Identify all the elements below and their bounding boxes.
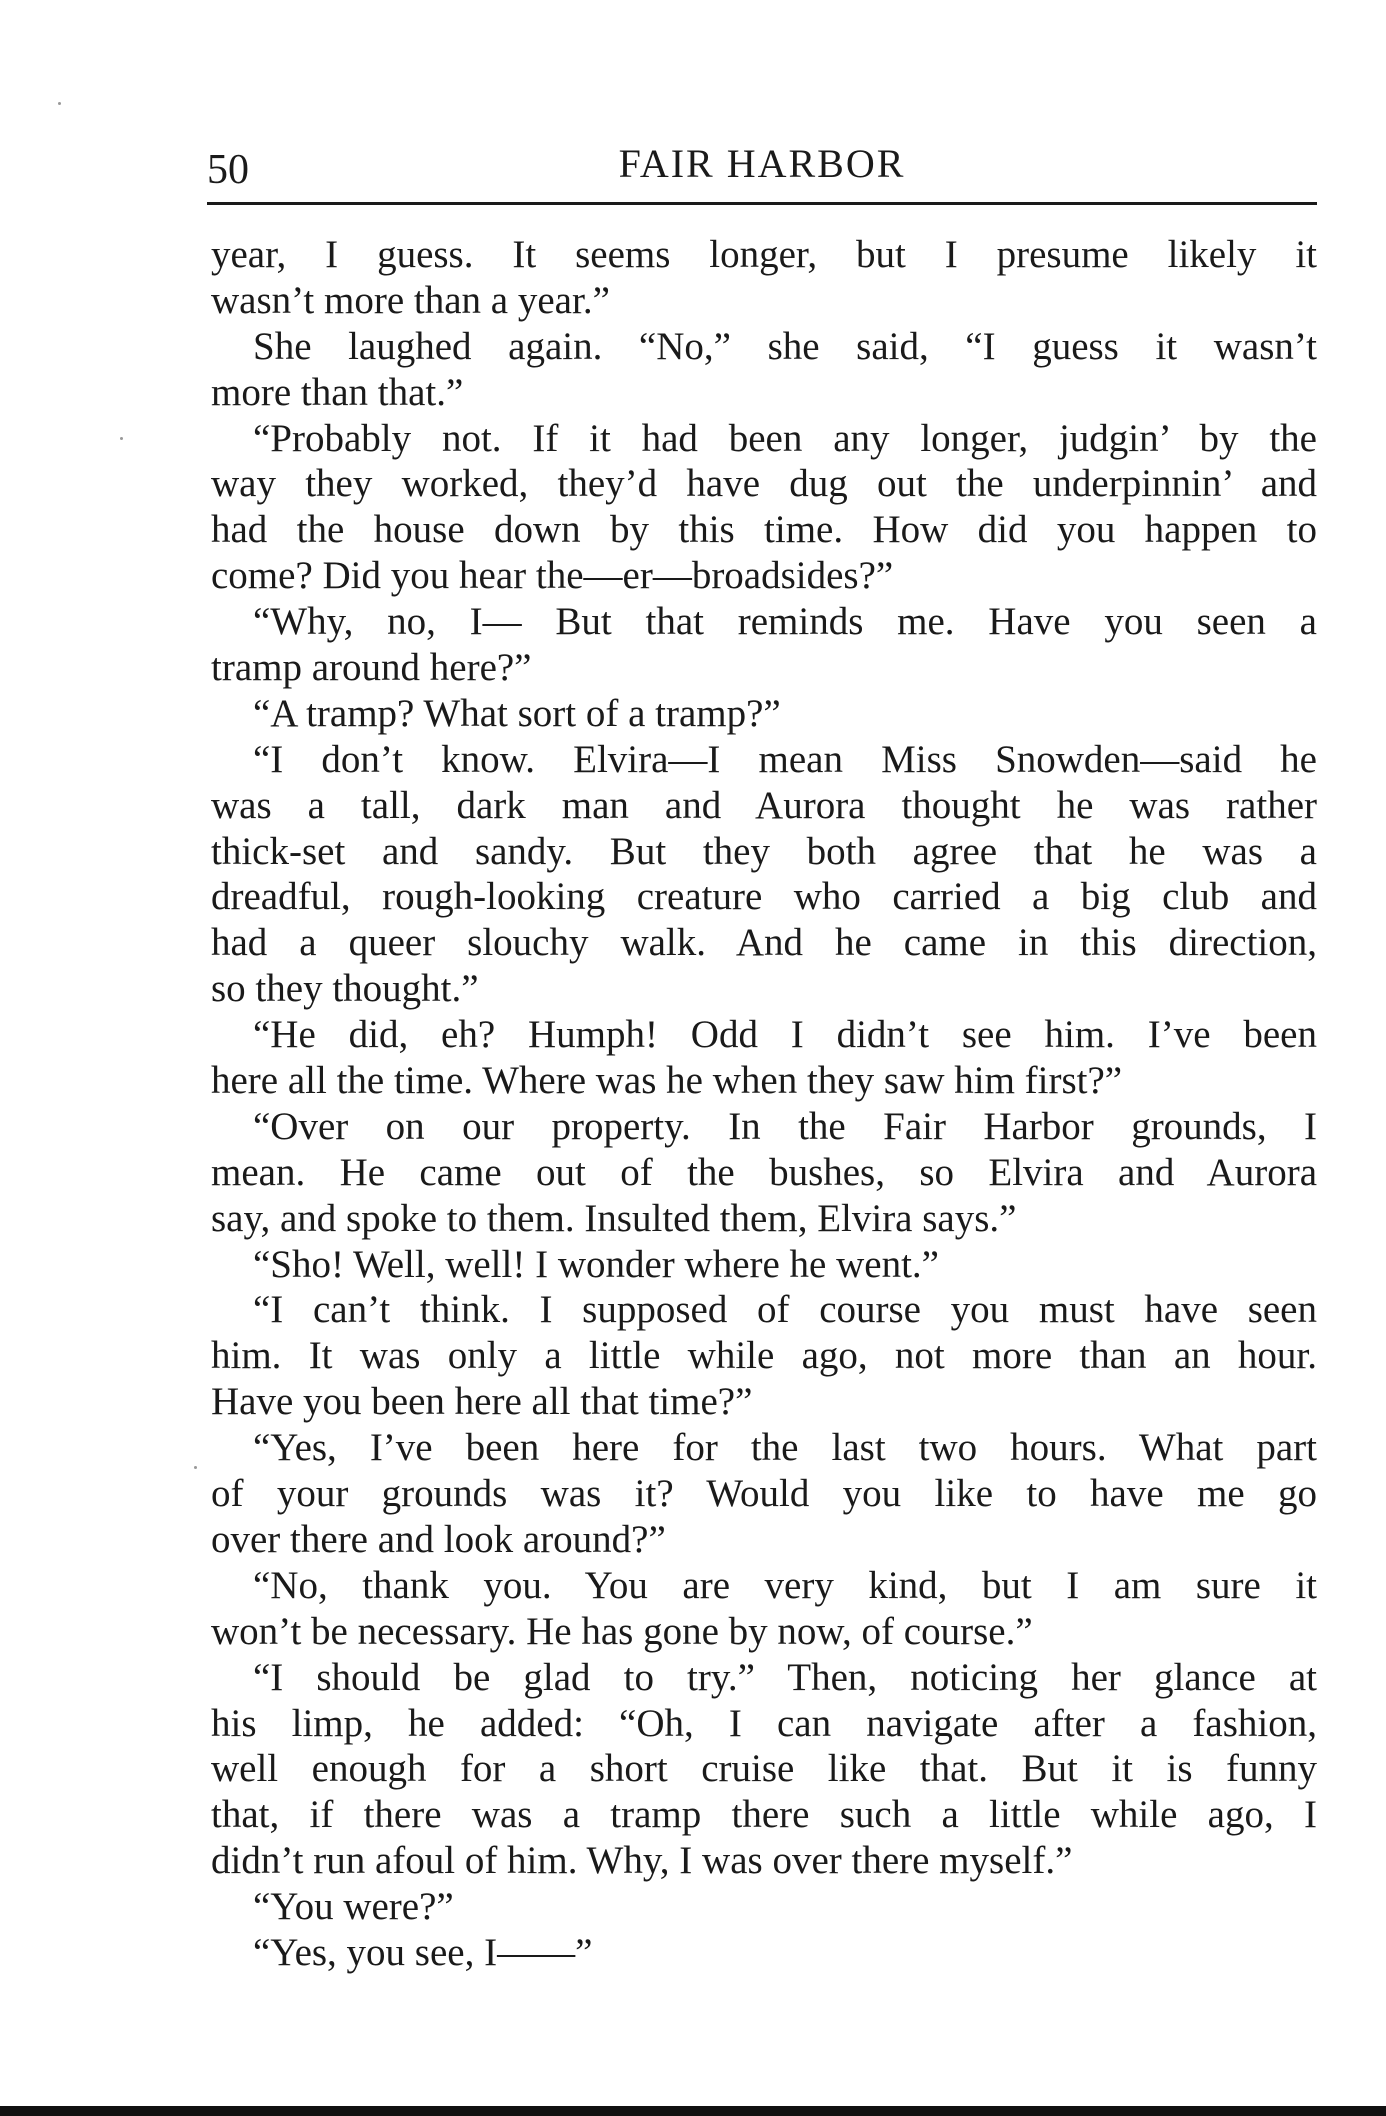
text-line: “You were?” [253,1885,454,1929]
paper-speck [194,1466,197,1469]
text-line: well enough for a short cruise like that. But it is funny [211,1747,1317,1791]
text-line: that, if there was a tramp there such a little while ago, I [211,1793,1317,1837]
text-line: “He did, eh? Humph! Odd I didn’t see him. I’ve been [253,1013,1317,1057]
text-line: “I should be glad to try.” Then, noticing her glance at [253,1655,1317,1699]
text-line: “No, thank you. You are very kind, but I am sure it [253,1563,1317,1607]
text-line: his limp, he added: “Oh, I can navigate after a fashion, [211,1701,1317,1745]
text-line: here all the time. Where was he when they saw him first?” [211,1059,1123,1103]
text-line: thick-set and sandy. But they both agree that he was a [211,829,1317,873]
text-line: him. It was only a little while ago, not more than an hour. [211,1334,1317,1378]
page-number: 50 [207,147,249,193]
text-line: “Sho! Well, well! I wonder where he went.” [253,1242,939,1286]
text-line: had a queer slouchy walk. And he came in this direction, [211,921,1317,965]
text-line: had the house down by this time. How did you happen to [211,508,1317,552]
text-line: dreadful, rough-looking creature who carried a big club and [211,875,1317,919]
text-line: wasn’t more than a year.” [211,278,610,322]
text-line: Have you been here all that time?” [211,1380,753,1424]
text-line: “Over on our property. In the Fair Harbor grounds, I [253,1104,1317,1148]
text-line: “Yes, I’ve been here for the last two hours. What part [253,1426,1317,1470]
text-line: so they thought.” [211,967,479,1011]
text-line: “A tramp? What sort of a tramp?” [253,691,781,735]
text-line: come? Did you hear the—er—broadsides?” [211,554,894,598]
text-line: of your grounds was it? Would you like to have me go [211,1472,1317,1516]
paper-speck [58,102,61,105]
body-text [211,232,1317,1976]
header-rule [207,202,1317,205]
text-line: over there and look around?” [211,1517,666,1561]
text-line: won’t be necessary. He has gone by now, of course.” [211,1609,1033,1653]
page-header [207,140,1317,200]
text-line: didn’t run afoul of him. Why, I was over there myself.” [211,1839,1073,1883]
text-line: “Yes, you see, I——” [253,1930,593,1974]
paper-speck [120,437,123,440]
text-line: tramp around here?” [211,646,532,690]
text-line: “Why, no, I— But that reminds me. Have you seen a [253,600,1317,644]
running-head: FAIR HARBOR [618,141,906,186]
text-line: way they worked, they’d have dug out the underpinnin’ and [211,462,1317,506]
text-line: year, I guess. It seems longer, but I presume likely it [211,233,1317,276]
text-line: “Probably not. If it had been any longer, judgin’ by the [253,416,1317,460]
text-line: She laughed again. “No,” she said, “I guess it wasn’t [253,324,1317,368]
text-line: say, and spoke to them. Insulted them, Elvira says.” [211,1196,1017,1240]
text-line: more than that.” [211,370,464,414]
text-line: “I can’t think. I supposed of course you must have seen [253,1288,1317,1332]
text-line: mean. He came out of the bushes, so Elvira and Aurora [211,1150,1317,1194]
text-line: was a tall, dark man and Aurora thought he was rather [211,783,1317,827]
scan-border [0,2106,1386,2116]
text-line: “I don’t know. Elvira—I mean Miss Snowden—said he [253,737,1317,781]
